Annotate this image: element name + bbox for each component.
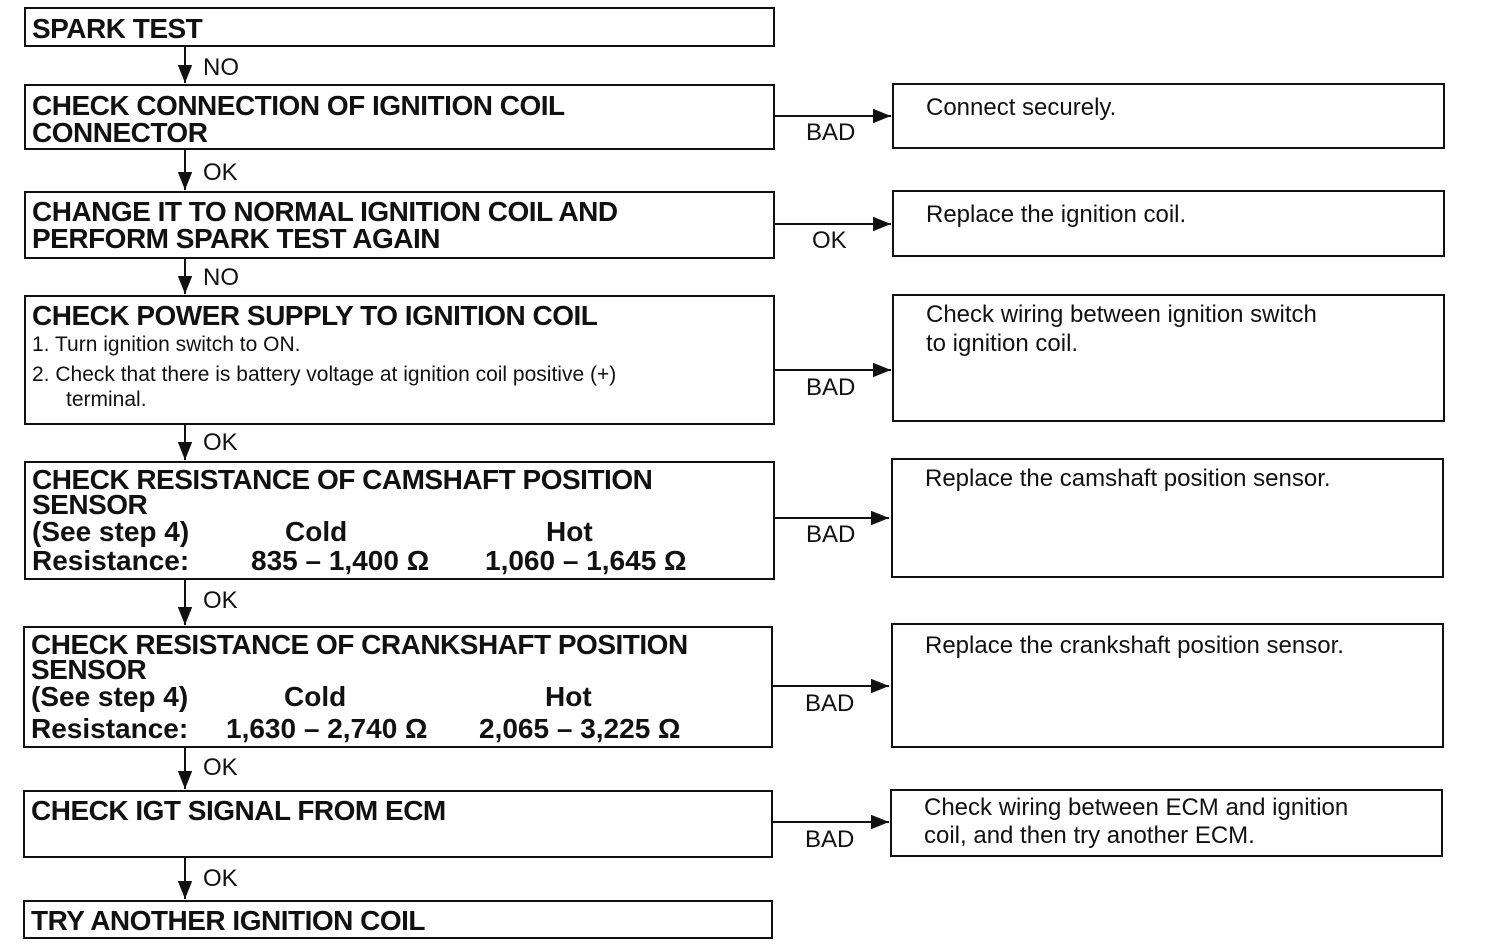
check-connection-line1: CHECK CONNECTION OF IGNITION COIL	[32, 90, 565, 121]
box-replace-coil	[892, 190, 1445, 257]
label-bad-3: BAD	[806, 374, 856, 401]
box-spark-test	[24, 7, 775, 47]
label-no-1: NO	[203, 54, 239, 81]
replace-camshaft-text: Replace the camshaft position sensor.	[925, 465, 1331, 492]
wiring-switch-line2: to ignition coil.	[926, 330, 1079, 357]
label-ok-side-2: OK	[812, 227, 847, 254]
box-try-coil	[23, 900, 773, 939]
label-bad-4: BAD	[806, 521, 856, 548]
label-ok-4: OK	[203, 429, 238, 456]
box-replace-crankshaft	[891, 623, 1444, 748]
camshaft-title-line1: CHECK RESISTANCE OF CAMSHAFT POSITION	[32, 464, 653, 495]
crankshaft-resistance-label: Resistance:	[31, 713, 189, 744]
wiring-ecm-line1: Check wiring between ECM and ignition	[924, 794, 1349, 821]
connect-securely-text: Connect securely.	[926, 94, 1117, 121]
try-coil-title: TRY ANOTHER IGNITION COIL	[31, 905, 426, 936]
label-ok-2: OK	[203, 159, 238, 186]
box-connect-securely	[892, 83, 1445, 149]
igt-signal-title: CHECK IGT SIGNAL FROM ECM	[31, 795, 446, 826]
crankshaft-title-line1: CHECK RESISTANCE OF CRANKSHAFT POSITION	[31, 629, 688, 660]
box-crankshaft-resistance	[23, 626, 773, 748]
crankshaft-see-step: (See step 4)	[31, 681, 189, 712]
label-ok-7: OK	[203, 865, 238, 892]
box-change-coil	[24, 191, 775, 259]
change-coil-line1: CHANGE IT TO NORMAL IGNITION COIL AND	[32, 196, 618, 227]
box-replace-camshaft	[891, 458, 1444, 578]
check-connection-line2: CONNECTOR	[32, 117, 208, 148]
crankshaft-hot-value: 2,065 – 3,225 Ω	[479, 713, 681, 744]
box-wiring-switch	[892, 294, 1445, 422]
power-supply-step-2: 2. Check that there is battery voltage at ignition coil positive (+)	[32, 363, 617, 386]
label-bad-6: BAD	[805, 826, 855, 853]
spark-test-title: SPARK TEST	[32, 13, 203, 44]
box-check-connection	[24, 84, 775, 150]
label-bad-1: BAD	[806, 119, 856, 146]
label-no-3: NO	[203, 264, 239, 291]
camshaft-hot-value: 1,060 – 1,645 Ω	[485, 545, 687, 576]
replace-coil-text: Replace the ignition coil.	[926, 201, 1187, 228]
crankshaft-cold-value: 1,630 – 2,740 Ω	[226, 713, 428, 744]
crankshaft-title-line2: SENSOR	[31, 654, 147, 685]
camshaft-hot-header: Hot	[546, 516, 593, 547]
power-supply-title: CHECK POWER SUPPLY TO IGNITION COIL	[32, 300, 598, 331]
box-power-supply	[24, 295, 775, 425]
crankshaft-hot-header: Hot	[545, 681, 592, 712]
camshaft-see-step: (See step 4)	[32, 516, 190, 547]
label-ok-5: OK	[203, 587, 238, 614]
change-coil-line2: PERFORM SPARK TEST AGAIN	[32, 223, 441, 254]
camshaft-title-line2: SENSOR	[32, 489, 148, 520]
camshaft-cold-header: Cold	[285, 516, 348, 547]
replace-crankshaft-text: Replace the crankshaft position sensor.	[925, 632, 1344, 659]
box-wiring-ecm	[890, 789, 1443, 857]
wiring-ecm-line2: coil, and then try another ECM.	[924, 822, 1255, 849]
power-supply-step-2-cont: terminal.	[66, 388, 147, 411]
box-igt-signal	[23, 790, 773, 858]
power-supply-step-1: 1. Turn ignition switch to ON.	[32, 333, 301, 356]
wiring-switch-line1: Check wiring between ignition switch	[926, 301, 1317, 328]
crankshaft-cold-header: Cold	[284, 681, 347, 712]
box-camshaft-resistance	[24, 461, 775, 580]
label-bad-5: BAD	[805, 690, 855, 717]
label-ok-6: OK	[203, 754, 238, 781]
camshaft-resistance-label: Resistance:	[32, 545, 190, 576]
camshaft-cold-value: 835 – 1,400 Ω	[251, 545, 430, 576]
